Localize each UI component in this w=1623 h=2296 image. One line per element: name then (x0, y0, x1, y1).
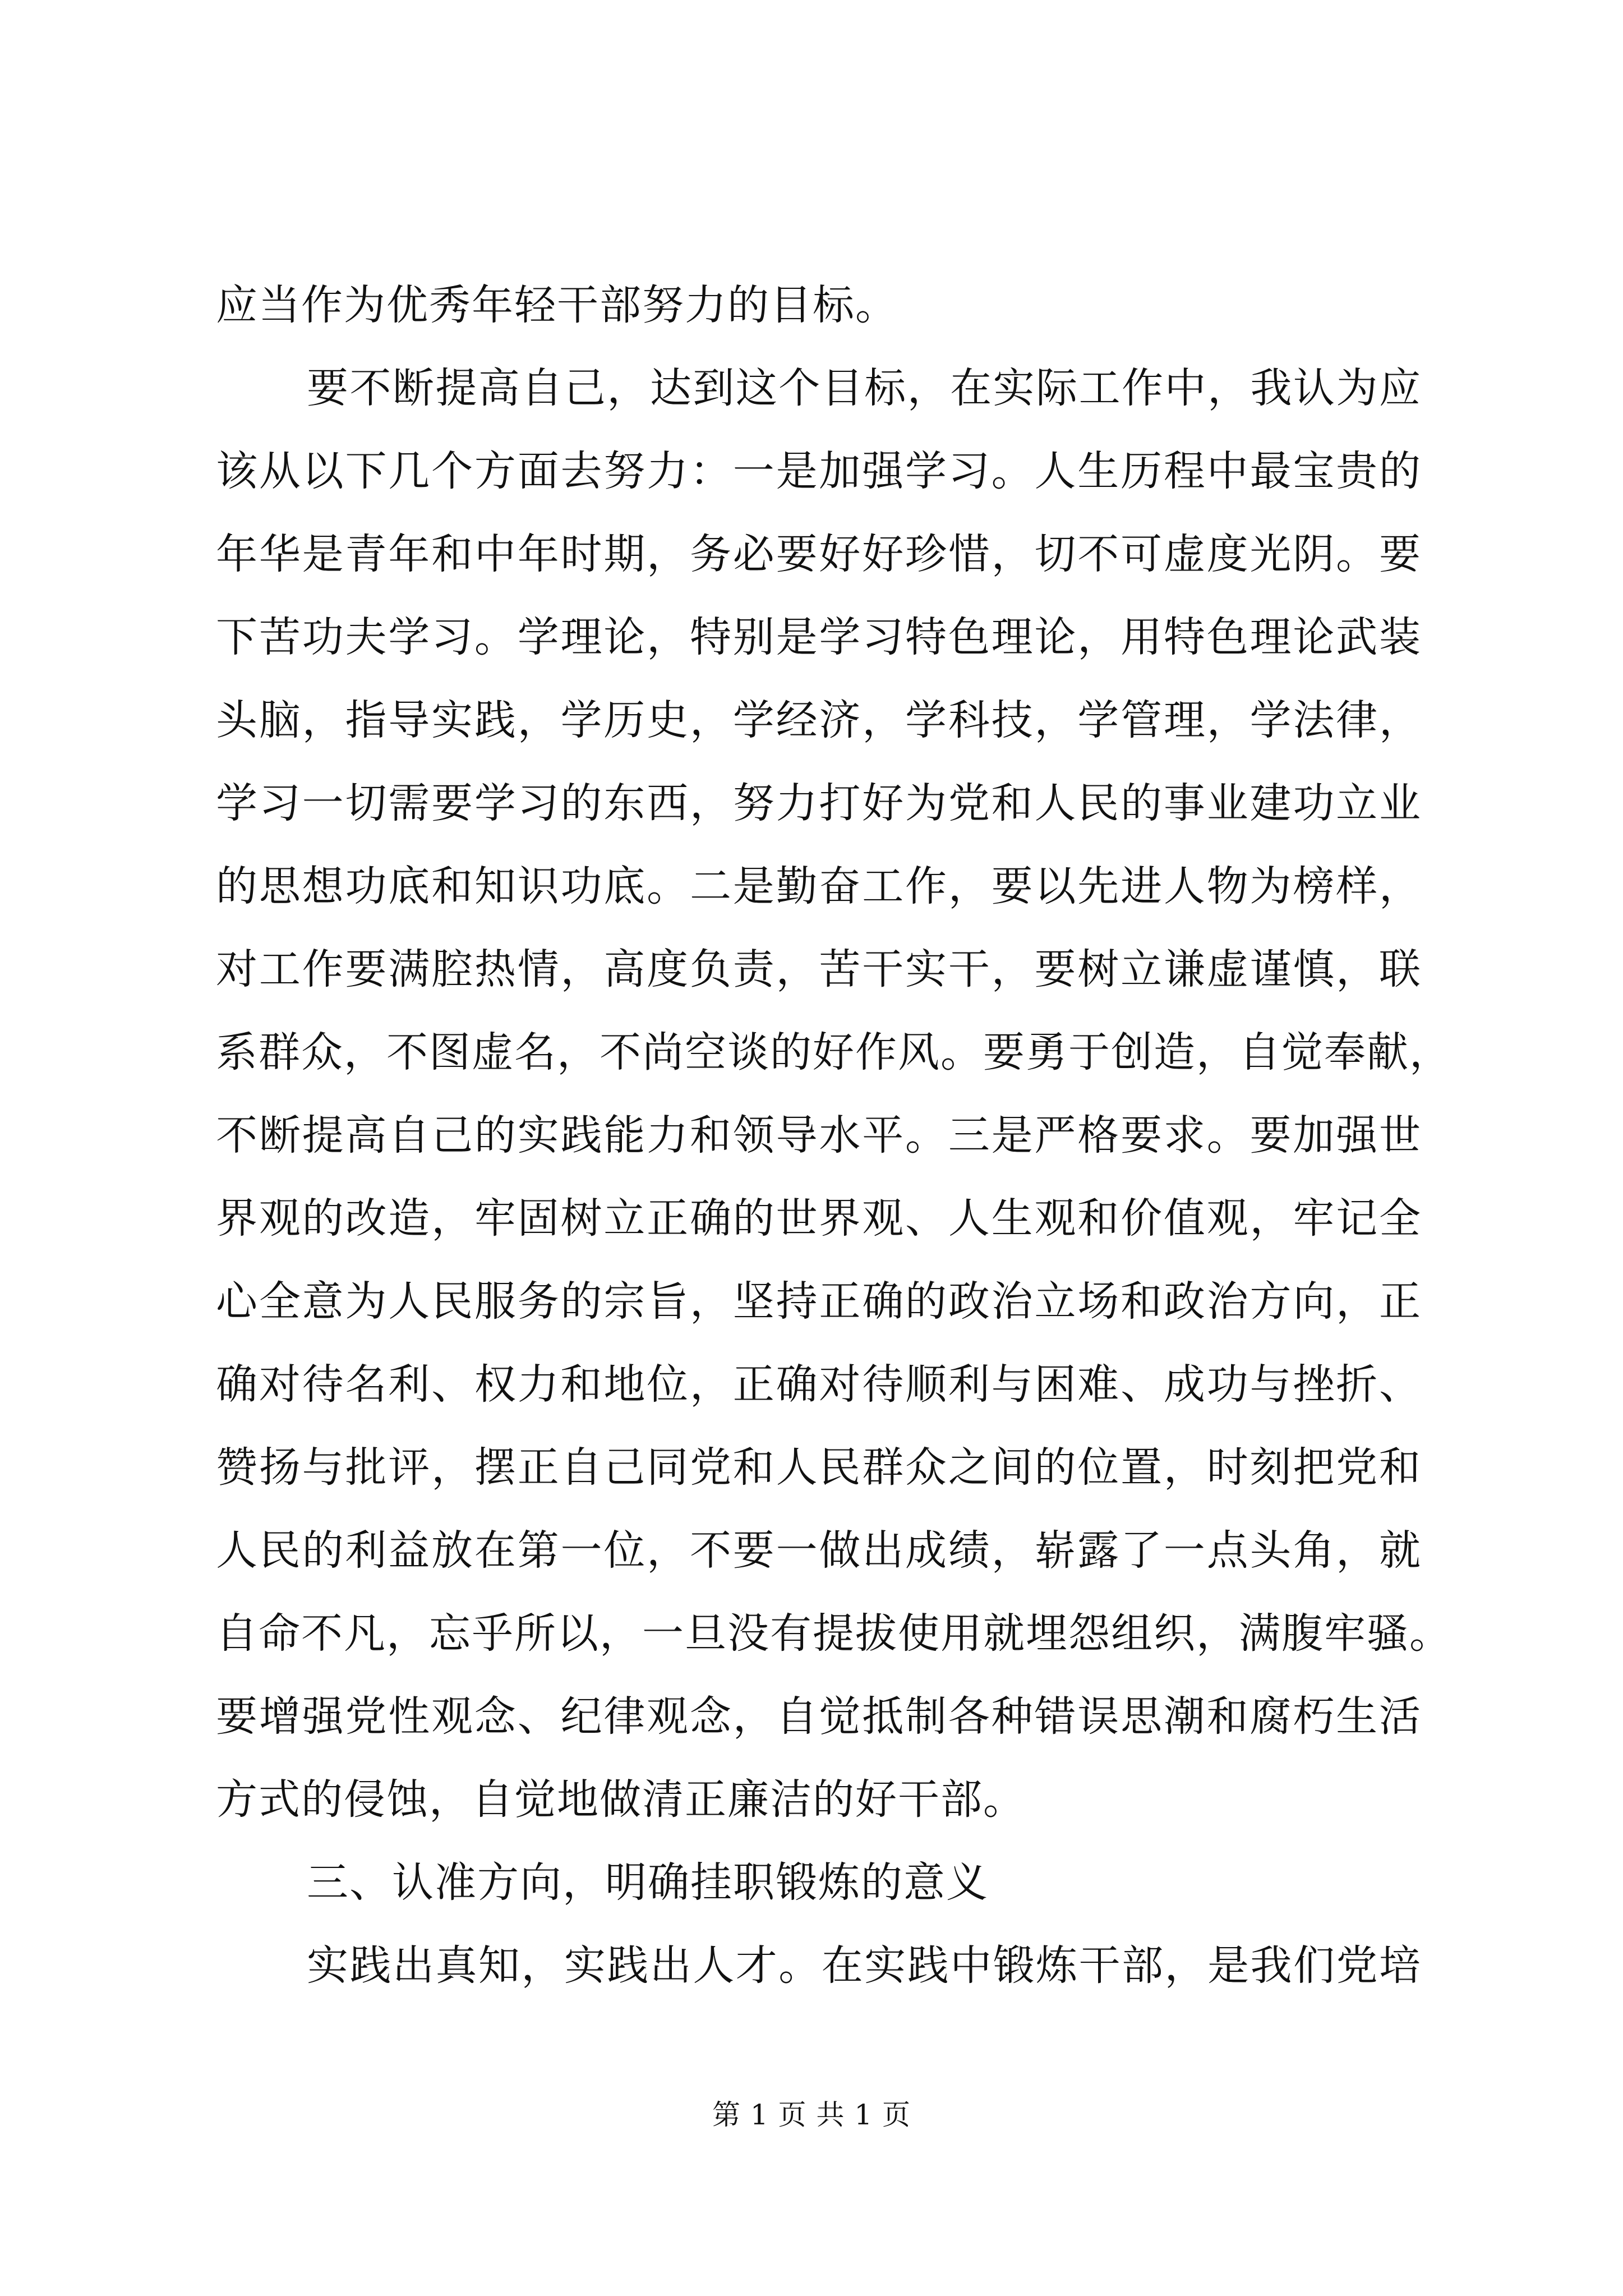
text-line-10: 系群众，不图虚名，不尚空谈的好作风。要勇于创造，自觉奉献， (216, 1028, 1452, 1076)
section-heading: 三、认准方向，明确挂职锻炼的意义 (307, 1858, 989, 1907)
text-line-9: 对工作要满腔热情，高度负责，苦干实干，要树立谦虚谨慎，联 (216, 945, 1422, 993)
text-line-3: 该从以下几个方面去努力：一是加强学习。人生历程中最宝贵的 (216, 447, 1422, 495)
text-line-17: 自命不凡，忘乎所以，一旦没有提拔使用就埋怨组织，满腹牢骚。 (216, 1609, 1452, 1658)
text-line-7: 学习一切需要学习的东西，努力打好为党和人民的事业建功立业 (216, 779, 1422, 827)
text-line-5: 下苦功夫学习。学理论，特别是学习特色理论，用特色理论武装 (216, 613, 1422, 661)
text-line-12: 界观的改造，牢固树立正确的世界观、人生观和价值观，牢记全 (216, 1194, 1422, 1243)
document-body (216, 264, 1452, 2007)
text-line-6: 头脑，指导实践，学历史，学经济，学科技，学管理，学法律， (216, 696, 1422, 744)
text-line-11: 不断提高自己的实践能力和领导水平。三是严格要求。要加强世 (216, 1111, 1422, 1159)
page-number-footer: 第 1 页 共 1 页 (712, 2099, 911, 2131)
text-line-1: 应当作为优秀年轻干部努力的目标。 (216, 281, 898, 329)
text-line-4: 年华是青年和中年时期，务必要好好珍惜，切不可虚度光阴。要 (216, 530, 1422, 578)
text-line-2: 要不断提高自己，达到这个目标，在实际工作中，我认为应 (307, 364, 1422, 412)
text-line-13: 心全意为人民服务的宗旨，坚持正确的政治立场和政治方向，正 (216, 1277, 1422, 1326)
text-line-14: 确对待名利、权力和地位，正确对待顺利与困难、成功与挫折、 (216, 1360, 1422, 1409)
text-line-19: 方式的侵蚀，自觉地做清正廉洁的好干部。 (216, 1775, 1026, 1824)
text-line-8: 的思想功底和知识功底。二是勤奋工作，要以先进人物为榜样， (216, 862, 1422, 910)
text-line-21: 实践出真知，实践出人才。在实践中锻炼干部，是我们党培 (307, 1941, 1422, 1990)
text-line-18: 要增强党性观念、纪律观念，自觉抵制各种错误思潮和腐朽生活 (216, 1692, 1422, 1741)
text-line-15: 赞扬与批评，摆正自己同党和人民群众之间的位置，时刻把党和 (216, 1443, 1422, 1492)
text-line-16: 人民的利益放在第一位，不要一做出成绩，崭露了一点头角，就 (216, 1526, 1422, 1575)
